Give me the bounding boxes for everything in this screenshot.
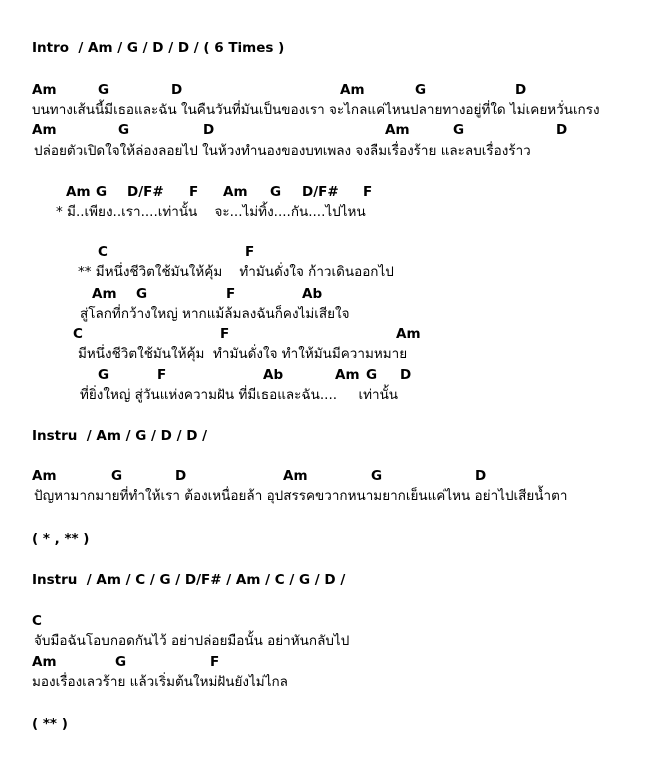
chord: C xyxy=(32,613,42,629)
chord: G xyxy=(366,367,378,383)
chord: G xyxy=(415,82,427,98)
chord: Am xyxy=(335,367,360,383)
chord: G xyxy=(136,286,148,302)
chord: Ab xyxy=(302,286,323,302)
lyric-line: บนทางเส้นนี้มีเธอและฉัน ในคืนวันที่มันเป็นของเรา จะไกลแค่ไหนปลายทางอยู่ที่ใด ไม่เคยหวั่นเกรง xyxy=(32,102,600,118)
chord: D/F# xyxy=(302,184,339,200)
lyric-line: มองเรื่องเลวร้าย แล้วเริ่มต้นใหม่ฝันยังไม่ไกล xyxy=(32,674,288,690)
chord: F xyxy=(363,184,373,200)
lyric-line: มีหนึ่งชีวิตใช้มันให้คุ้ม ทำมันดั่งใจ ทำให้มันมีความหมาย xyxy=(78,346,408,362)
chord: D xyxy=(171,82,183,98)
chord: F xyxy=(210,654,220,670)
lyric-line: สู่โลกที่กว้างใหญ่ หากแม้ล้มลงฉันก็คงไม่เสียใจ xyxy=(80,306,350,322)
chord: Am xyxy=(385,122,410,138)
chord: Am xyxy=(32,82,57,98)
chord: F xyxy=(157,367,167,383)
chord: G xyxy=(98,82,110,98)
chord: D xyxy=(203,122,215,138)
chord: D xyxy=(175,468,187,484)
chord: F xyxy=(226,286,236,302)
lyric-line: ** มีหนึ่งชีวิตใช้มันให้คุ้ม ทำมันดั่งใจ ก้าวเดินออกไป xyxy=(78,264,394,280)
lyric-line: * มี..เพียง..เรา....เท่านั้น จะ...ไม่ทิ้ง....กัน....ไปไหน xyxy=(56,204,366,220)
repeat-marker: ( ** ) xyxy=(32,716,68,732)
lyric-line: จับมือฉันโอบกอดกันไว้ อย่าปล่อยมือนั้น อย่าหันกลับไป xyxy=(34,633,350,649)
chord: D xyxy=(556,122,568,138)
repeat-marker: ( * , ** ) xyxy=(32,531,90,547)
chord: Am xyxy=(340,82,365,98)
chord: F xyxy=(189,184,199,200)
chord: Am xyxy=(32,654,57,670)
chord: Ab xyxy=(263,367,284,383)
chord: D/F# xyxy=(127,184,164,200)
chord: G xyxy=(111,468,123,484)
chord: Am xyxy=(32,468,57,484)
chord: Am xyxy=(283,468,308,484)
chord: C xyxy=(98,244,108,260)
lyric-line: ที่ยิ่งใหญ่ สู่วันแห่งความฝัน ที่มีเธอและฉัน.... เท่านั้น xyxy=(80,387,399,403)
chord: F xyxy=(245,244,255,260)
chord: F xyxy=(220,326,230,342)
chord: G xyxy=(371,468,383,484)
chord: Am xyxy=(223,184,248,200)
instru-line: Instru / Am / G / D / D / xyxy=(32,428,208,444)
chord: G xyxy=(270,184,282,200)
chord: G xyxy=(453,122,465,138)
chord: G xyxy=(115,654,127,670)
instru-line: Instru / Am / C / G / D/F# / Am / C / G / D / xyxy=(32,572,346,588)
chord: G xyxy=(98,367,110,383)
chord: D xyxy=(475,468,487,484)
chord: D xyxy=(515,82,527,98)
chord: Am xyxy=(32,122,57,138)
chord: Am xyxy=(396,326,421,342)
lyric-line: ปัญหามากมายที่ทำให้เรา ต้องเหนื่อยล้า อุปสรรคขวากหนามยากเย็นแค่ไหน อย่าไปเสียน้ำตา xyxy=(34,488,568,504)
lyric-line: ปล่อยตัวเปิดใจให้ล่องลอยไป ในห้วงทำนองของบทเพลง จงลืมเรื่องร้าย และลบเรื่องร้าว xyxy=(34,143,531,159)
chord: G xyxy=(96,184,108,200)
intro-line: Intro / Am / G / D / D / ( 6 Times ) xyxy=(32,40,285,56)
chord: G xyxy=(118,122,130,138)
chord: Am xyxy=(66,184,91,200)
chord: D xyxy=(400,367,412,383)
chord: C xyxy=(73,326,83,342)
chord: Am xyxy=(92,286,117,302)
